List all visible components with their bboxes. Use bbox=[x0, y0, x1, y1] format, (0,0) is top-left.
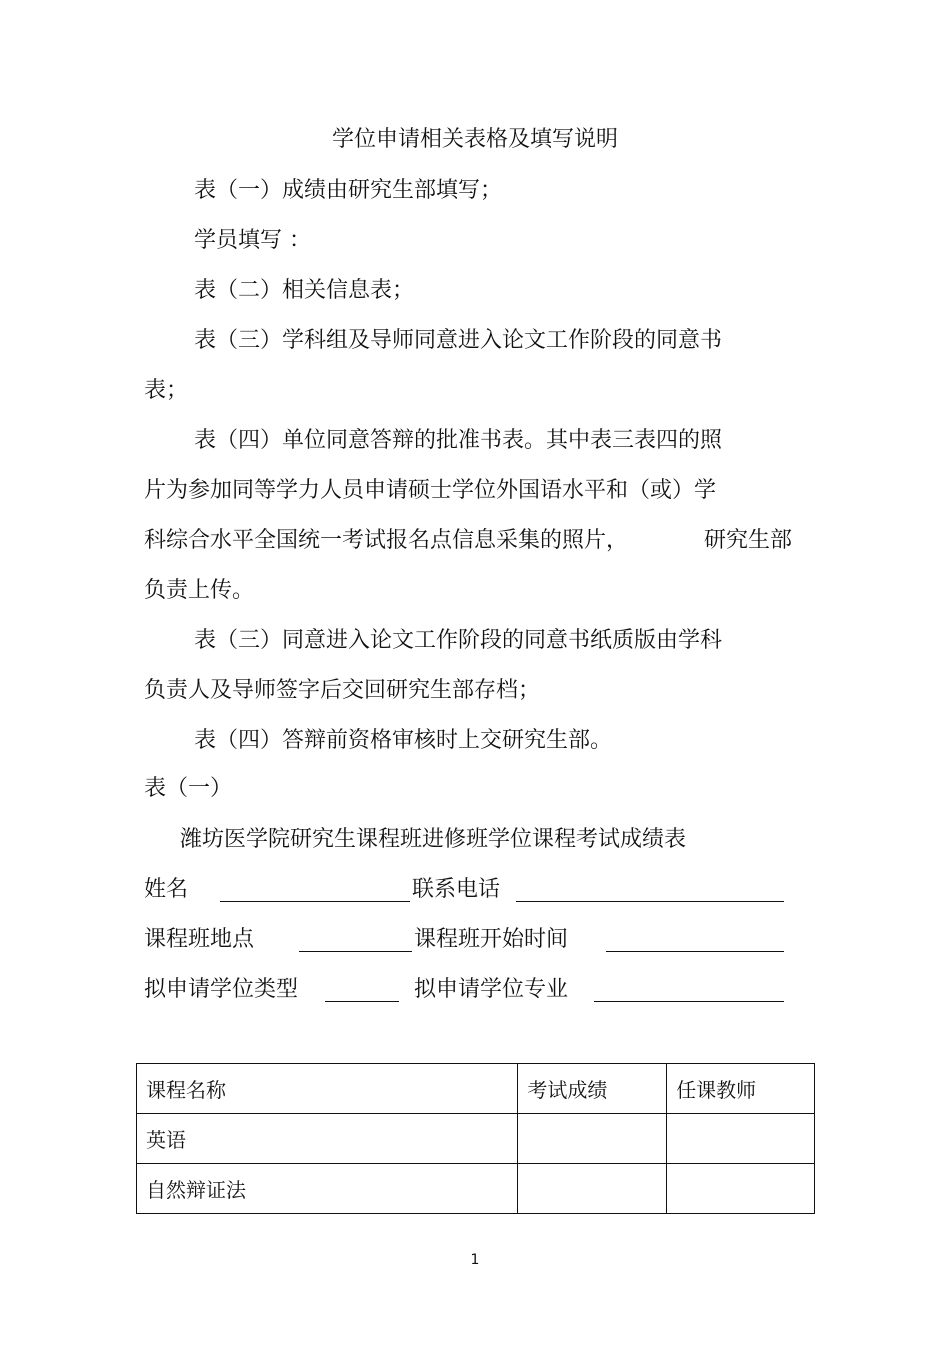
paragraph-2: 学员填写 ： bbox=[194, 228, 311, 253]
header-exam-score: 考试成绩 bbox=[518, 1064, 667, 1114]
form-title: 潍坊医学院研究生课程班进修班学位课程考试成绩表 bbox=[180, 827, 687, 852]
location-label: 课程班地点 bbox=[144, 927, 255, 952]
table-header-row bbox=[137, 1064, 815, 1114]
paragraph-5-line-2: 片为参加同等学力人员申请硕士学位外国语水平和（或）学 bbox=[144, 478, 717, 503]
header-course-name: 课程名称 bbox=[137, 1064, 518, 1114]
start-time-blank[interactable] bbox=[606, 926, 784, 954]
paragraph-6-line-1: 表（三）同意进入论文工作阶段的同意书纸质版由学科 bbox=[194, 628, 723, 653]
table-one-label: 表（一） bbox=[144, 776, 233, 801]
degree-type-blank[interactable] bbox=[325, 976, 399, 1004]
paragraph-6-line-2: 负责人及导师签字后交回研究生部存档； bbox=[144, 678, 541, 703]
location-blank[interactable] bbox=[299, 926, 412, 954]
page-number: 1 bbox=[470, 1252, 480, 1268]
paragraph-5-line-4: 负责上传。 bbox=[144, 578, 255, 603]
score-cell[interactable] bbox=[518, 1114, 667, 1164]
paragraph-3: 表（二）相关信息表； bbox=[194, 278, 415, 303]
phone-label: 联系电话 bbox=[412, 877, 501, 902]
paragraph-5-line-1: 表（四）单位同意答辩的批准书表。其中表三表四的照 bbox=[194, 428, 723, 453]
paragraph-5-line-3b: 研究生部 bbox=[704, 528, 793, 553]
grades-table bbox=[136, 1063, 815, 1214]
name-blank[interactable] bbox=[220, 876, 410, 904]
table-row bbox=[137, 1164, 815, 1214]
degree-major-label: 拟申请学位专业 bbox=[414, 977, 569, 1002]
phone-blank[interactable] bbox=[516, 876, 784, 904]
name-label: 姓名 bbox=[144, 877, 189, 902]
score-cell[interactable] bbox=[518, 1164, 667, 1214]
teacher-cell[interactable] bbox=[667, 1114, 815, 1164]
paragraph-5-line-3a: 科综合水平全国统一考试报名点信息采集的照片， bbox=[144, 528, 629, 553]
degree-major-blank[interactable] bbox=[594, 976, 784, 1004]
start-time-label: 课程班开始时间 bbox=[414, 927, 569, 952]
paragraph-7: 表（四）答辩前资格审核时上交研究生部。 bbox=[194, 728, 613, 753]
table-row bbox=[137, 1114, 815, 1164]
paragraph-1: 表（一）成绩由研究生部填写； bbox=[194, 178, 503, 203]
course-cell: 自然辩证法 bbox=[137, 1164, 518, 1214]
paragraph-4-line-1: 表（三）学科组及导师同意进入论文工作阶段的同意书 bbox=[194, 328, 723, 353]
course-cell: 英语 bbox=[137, 1114, 518, 1164]
paragraph-4-line-2: 表； bbox=[144, 378, 189, 403]
document-title: 学位申请相关表格及填写说明 bbox=[331, 127, 618, 152]
degree-type-label: 拟申请学位类型 bbox=[144, 977, 299, 1002]
header-teacher: 任课教师 bbox=[667, 1064, 815, 1114]
teacher-cell[interactable] bbox=[667, 1164, 815, 1214]
